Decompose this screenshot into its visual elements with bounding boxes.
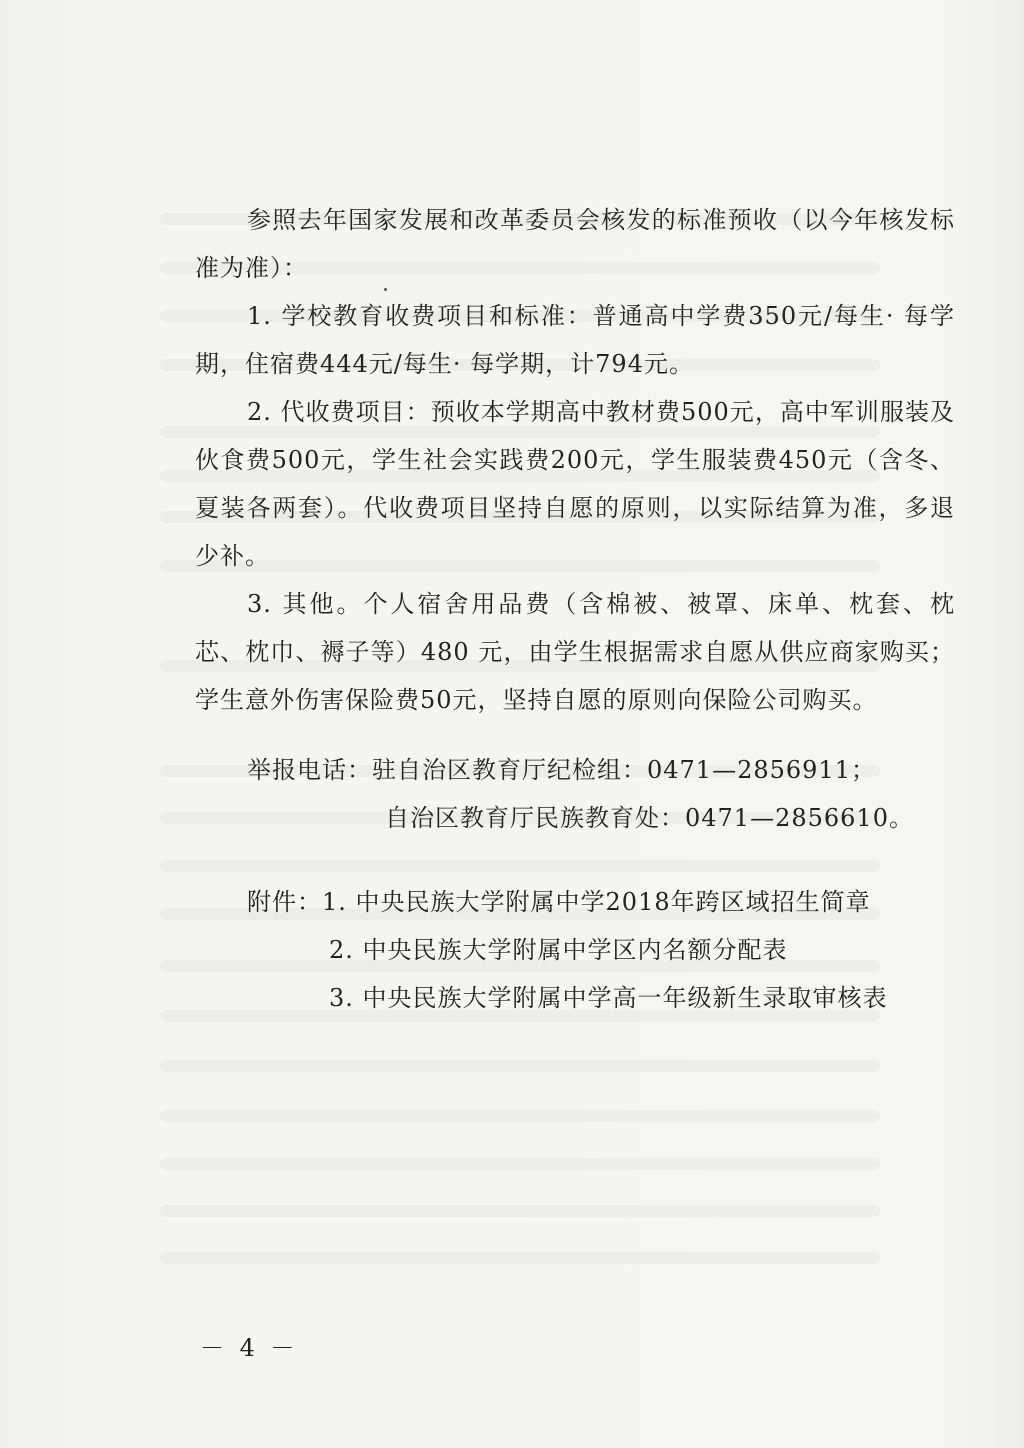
spacer <box>195 842 955 878</box>
document-body <box>195 196 955 1022</box>
attachment-line-3: 3. 中央民族大学附属中学高一年级新生录取审核表 <box>329 984 888 1012</box>
bleed-through-line <box>160 1110 880 1122</box>
fee-intro-paragraph: 参照去年国家发展和改革委员会核发的标准预收（以今年核发标准为准）： <box>195 206 955 282</box>
bleed-through-line <box>160 1060 880 1072</box>
page-number: － 4 － <box>200 1334 299 1362</box>
fee-item-1-paragraph: 1. 学校教育收费项目和标准：普通高中学费350元/每生· 每学期，住宿费444元/每生· 每学期，计794元。 <box>195 302 955 378</box>
report-phone-line-2: 自治区教育厅民族教育处：0471—2856610。 <box>385 804 914 832</box>
spacer <box>195 724 955 746</box>
fee-item-2-paragraph: 2. 代收费项目：预收本学期高中教材费500元，高中军训服装及伙食费500元，学生社会实践费200元，学生服装费450元（含冬、夏装各两套）。代收费项目坚持自愿的原则，以实际结算为准，多退少补。 <box>195 398 955 570</box>
attachment-line-1: 附件：1. 中央民族大学附属中学2018年跨区域招生简章 <box>247 888 871 916</box>
bleed-through-line <box>160 1205 880 1217</box>
bleed-through-line <box>160 1158 880 1170</box>
bleed-through-line <box>160 1252 880 1264</box>
fee-item-3-paragraph: 3. 其他。个人宿舍用品费（含棉被、被罩、床单、枕套、枕芯、枕巾、褥子等）480 元，由学生根据需求自愿从供应商家购买；学生意外伤害保险费50元，坚持自愿的原则向保险公司购买。 <box>195 590 955 714</box>
report-phone-line-1: 举报电话：驻自治区教育厅纪检组：0471—2856911； <box>247 756 876 784</box>
attachment-line-2: 2. 中央民族大学附属中学区内名额分配表 <box>329 936 788 964</box>
